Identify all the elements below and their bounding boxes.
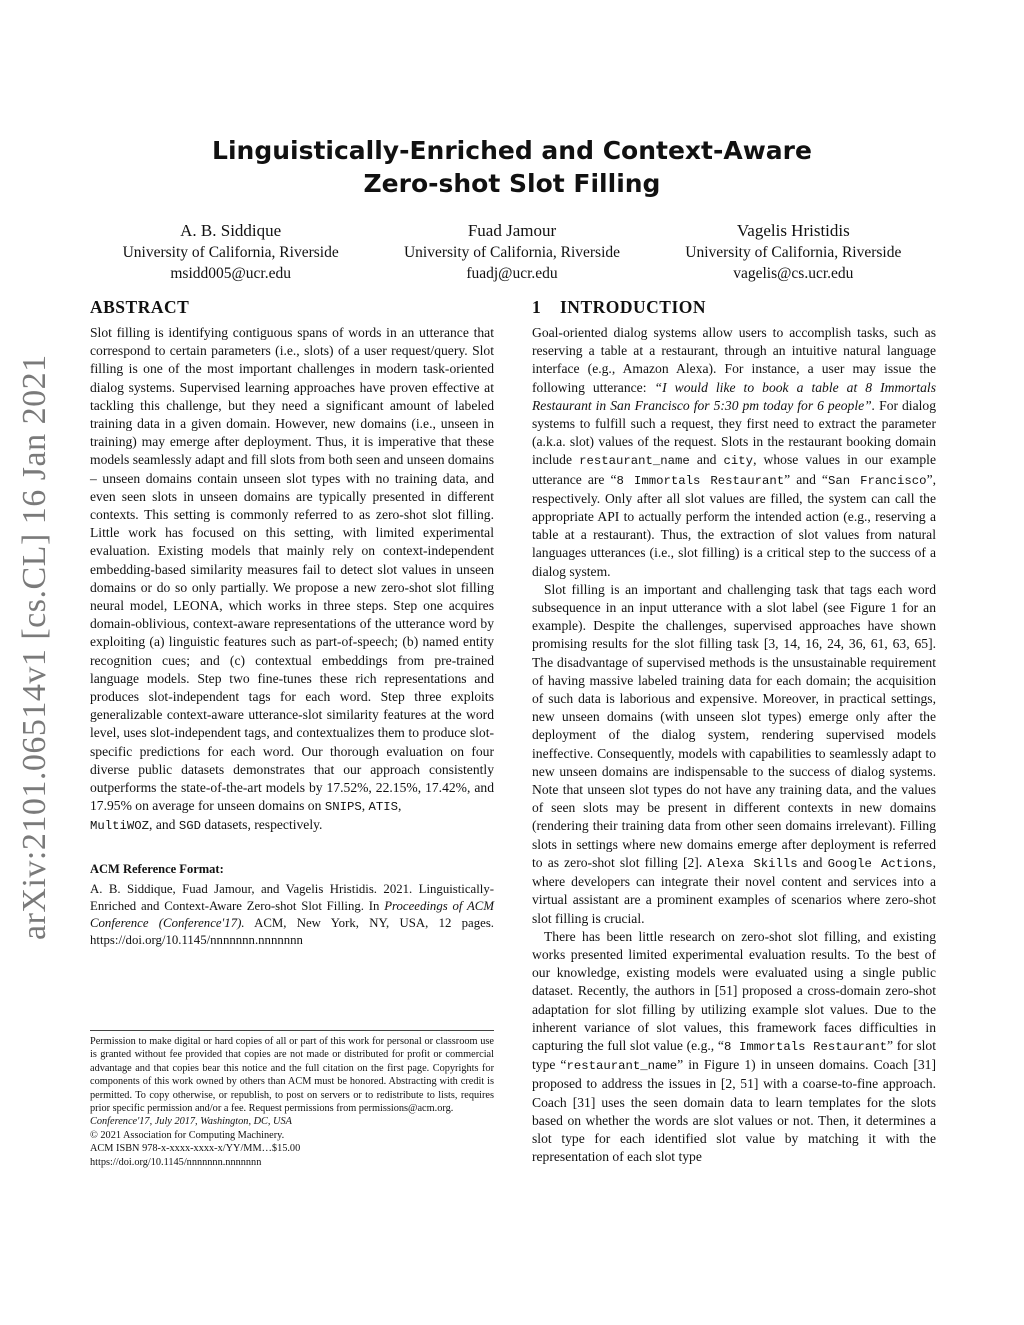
left-column <box>90 296 494 949</box>
author-1 <box>90 220 371 284</box>
introduction-heading: 1 INTRODUCTION <box>532 297 707 317</box>
copyright-line: © 2021 Association for Computing Machinery. <box>90 1129 285 1141</box>
intro-paragraph-3: There has been little research on zero-shot slot filling, and existing works presented limited experimental evaluation results. To the best of our knowledge, existing models were evaluated using a single public dataset. Recently, the authors in [51] proposed a cross-domain zero-shot adaptation for slot filling by utilizing example slot values. Due to the inherent variance of slot values, this framework faces difficulties in capturing the full slot value (e.g., “8 Immortals Restaurant” for slot type “restaurant_name” in Figure 1) in unseen domains. Coach [31] proposed to address the issues in [2, 51] with a coarse-to-fine approach. Coach [31] uses the seen domain data to learn templates for the slots based on whether the words are slot values or not. Then, it determines a slot type for each identified slot value by matching it with the representation of each slot type <box>532 928 936 1165</box>
author-name: Vagelis Hristidis <box>736 221 850 240</box>
permission-text: Permission to make digital or hard copies of all or part of this work for personal or classroom use is granted without fee provided that copies are not made or distributed for profit or commercial advantage and that copies bear this notice and the full citation on the first page. Copyrights for components of this work owned by others than ACM must be honored. Abstracting with credit is permitted. To copy otherwise, or republish, to post on servers or to redistribute to lists, requires prior specific permission and/or a fee. Request permissions from permissions@acm.org. <box>90 1036 494 1115</box>
author-affiliation: University of California, Riverside <box>685 244 902 261</box>
title-line-2: Zero-shot Slot Filling <box>363 169 661 198</box>
author-email: msidd005@ucr.edu <box>170 265 291 282</box>
arxiv-stamp: arXiv:2101.06514v1 [cs.CL] 16 Jan 2021 <box>16 354 53 940</box>
isbn-line: ACM ISBN 978-x-xxxx-xxxx-x/YY/MM…$15.00 <box>90 1143 301 1155</box>
permission-footnote <box>90 1030 494 1169</box>
author-name: Fuad Jamour <box>467 221 557 240</box>
author-2 <box>371 220 652 284</box>
author-3 <box>653 220 934 284</box>
author-name: A. B. Siddique <box>180 221 282 240</box>
abstract-text: Slot filling is identifying contiguous spans of words in an utterance that correspond to certain parameters (i.e., slots) of a user request/query. Slot filling is one of the most important challenges in modern task-oriented dialog systems. Supervised learning approaches have proven effective at tackling this challenge, but they need a significant amount of labeled training data in a given domain. However, new domains (i.e., unseen in training) may emerge after deployment. Thus, it is imperative that these models seamlessly adapt and fill slots from both seen and unseen domains – unseen domains contain unseen slot types with no training data, and even seen slots in unseen domains are typically presented in different contexts. This setting is commonly referred to as zero-shot slot filling. Little work has focused on this setting, with limited experimental evaluation. Existing models that mainly rely on context-independent embedding-based similarity measures fail to detect slot values in unseen domains or do so only partially. We propose a new zero-shot slot filling neural model, LEONA, which works in three steps. Step one acquires domain-oblivious, context-aware representations of the utterance word by exploiting (a) linguistic features such as part-of-speech; (b) named entity recognition cues; and (c) contextual embeddings from pre-trained language models. Step two fine-tunes these rich representations and produces slot-independent tags for each word. Step three exploits generalizable context-aware utterance-slot similarity features at the word level, uses slot-independent tags, and contextualizes them to produce slot-specific predictions for each word. Our thorough evaluation on four diverse public datasets demonstrates that our approach consistently outperforms the state-of-the-art models by 17.52%, 22.15%, 17.42%, and 17.95% on average for unseen domains on SNIPS, ATIS, MultiWOZ, and SGD datasets, respectively. <box>90 325 494 834</box>
paper-title <box>130 134 894 200</box>
acm-reference-heading: ACM Reference Format: <box>90 861 224 876</box>
intro-paragraph-2: Slot filling is an important and challenging task that tags each word subsequence in an input utterance with a slot label (see Figure 1 for an example). Despite the challenges, supervised approaches have shown promising results for the slot filling task [3, 14, 16, 24, 36, 61, 63, 65]. The disadvantage of supervised methods is the unsustainable requirement of having massive labeled training data for each domain; the acquisition of such data is laborious and expensive. Moreover, in practical settings, new unseen domains (with unseen slot types) emerge only after the deployment of the dialog system, rendering supervised models ineffective. Consequently, models with capabilities to seamlessly adapt to new unseen domains are indispensable to the success of dialog systems. Note that unseen slot types do not have any training data, and the values of seen slots may be present in different contexts in new domains (rendering their training data from other seen domains irrelevant). Filling slots in settings where new domains emerge after deployment is referred to as zero-shot slot filling [2]. Alexa Skills and Google Actions, where developers can integrate their novel content and services into a virtual assistant are a prominent examples of scenarios where zero-shot slot filling is crucial. <box>532 581 937 926</box>
author-block <box>90 220 934 284</box>
title-line-1: Linguistically-Enriched and Context-Aware <box>212 136 812 165</box>
author-email: vagelis@cs.ucr.edu <box>733 265 854 282</box>
author-affiliation: University of California, Riverside <box>122 244 339 261</box>
author-affiliation: University of California, Riverside <box>403 244 621 261</box>
doi-line: https://doi.org/10.1145/nnnnnnn.nnnnnnn <box>90 1156 262 1168</box>
acm-reference-text: A. B. Siddique, Fuad Jamour, and Vagelis Hristidis. 2021. Linguistically-Enriched and Context-Aware Zero-shot Slot Filling. In Proceedings of ACM Conference (Conference'17). ACM, New York, NY, USA, 12 pages. https://doi.org/10.1145/nnnnnnn.nnnnnnn <box>90 881 494 947</box>
intro-paragraph-1: Goal-oriented dialog systems allow users to accomplish tasks, such as reserving a table at a restaurant, through an intuitive natural language interface (e.g., Amazon Alexa). For instance, a user may issue the following utterance: “I would like to book a table at 8 Immortals Restaurant in San Francisco for 5:30 pm today for 6 people”. For dialog systems to fulfill such a request, they first need to extract the parameter (a.k.a. slot) values of the request. Slots in the restaurant booking domain include restaurant_name and city, whose values in our example utterance are “8 Immortals Restaurant” and “San Francisco”, respectively. Only after all slot values are filled, the system can call the appropriate API to actually perform the intended action (e.g., reserving a table at a restaurant). Thus, the extraction of slot values from natural languages utterances (i.e., slot filling) is a critical step to the success of a dialog system. <box>532 325 936 579</box>
author-email: fuadj@ucr.edu <box>466 265 558 282</box>
conference-line: Conference'17, July 2017, Washington, DC, USA <box>90 1116 292 1128</box>
abstract-heading: ABSTRACT <box>90 297 190 317</box>
right-column <box>532 296 936 1166</box>
